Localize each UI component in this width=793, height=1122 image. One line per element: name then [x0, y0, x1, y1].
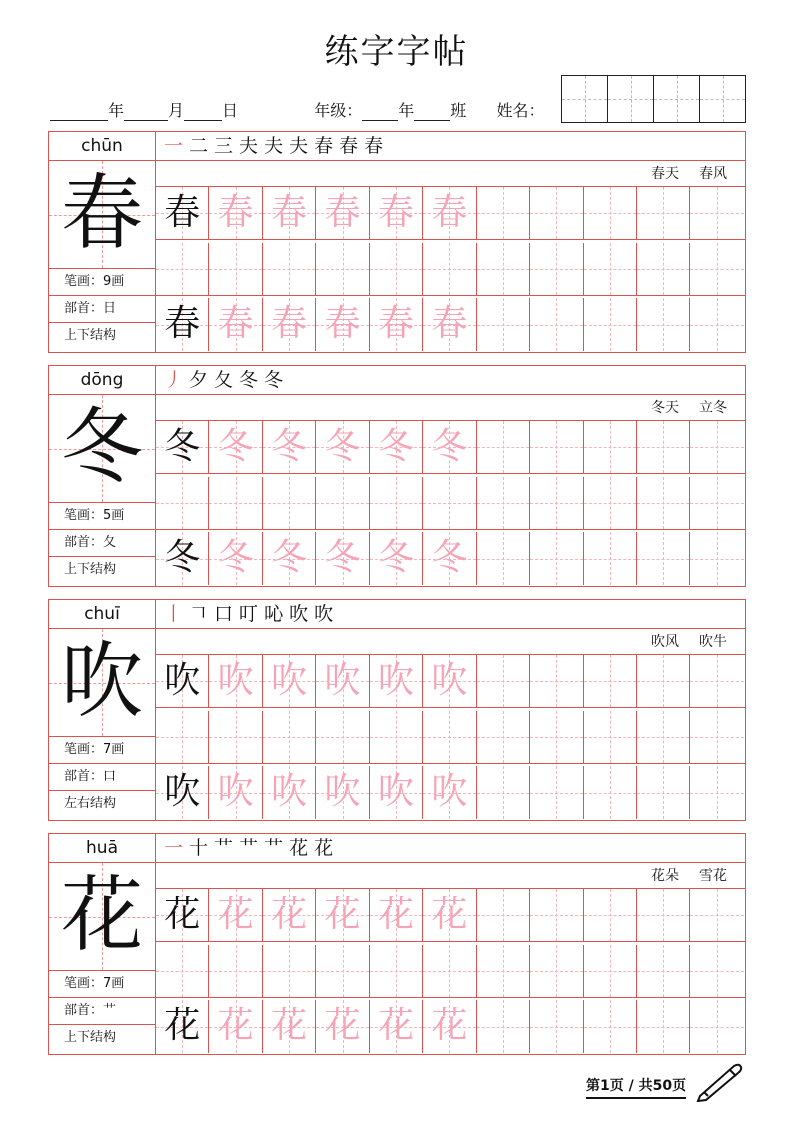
character-info [49, 132, 156, 352]
trace-glyph: 花 [377, 1005, 414, 1046]
trace-glyph: 花 [377, 894, 414, 935]
tianzi-cell[interactable] [530, 187, 583, 239]
trace-glyph: 花 [431, 894, 468, 935]
practice-grid [156, 187, 745, 352]
tianzi-cell[interactable] [370, 421, 423, 473]
trace-glyph: 冬 [271, 537, 308, 578]
practice-row [156, 766, 745, 819]
tianzi-cell[interactable] [690, 766, 743, 819]
stroke-step: 春 [314, 135, 334, 157]
stroke-step: 一 [164, 837, 184, 859]
class-label: 班 [450, 101, 467, 120]
tianzi-cell[interactable] [584, 532, 637, 585]
trace-glyph: 冬 [431, 537, 468, 578]
practice-glyph: 春 [164, 192, 201, 233]
tianzi-cell[interactable] [209, 1000, 262, 1053]
trace-glyph: 冬 [377, 537, 414, 578]
tianzi-cell[interactable] [209, 945, 262, 997]
tianzi-cell[interactable] [209, 298, 262, 351]
stroke-step: 春 [364, 135, 384, 157]
stroke-step: 丨 [164, 603, 184, 625]
model-character-glyph: 冬 [60, 400, 143, 495]
example-word: 冬天 [651, 400, 679, 416]
trace-glyph: 春 [431, 192, 468, 233]
example-word: 春天 [651, 166, 679, 182]
stroke-step: 一 [164, 135, 184, 157]
tianzi-cell[interactable] [316, 945, 369, 997]
trace-glyph: 冬 [377, 426, 414, 467]
tianzi-cell[interactable] [316, 655, 369, 707]
practice-glyph: 吹 [164, 771, 201, 812]
practice-row [156, 187, 745, 240]
character-info [49, 366, 156, 586]
stroke-count: 笔画：5画 [49, 503, 155, 530]
tianzi-cell[interactable] [370, 945, 423, 997]
trace-glyph: 冬 [431, 426, 468, 467]
tianzi-cell[interactable] [530, 766, 583, 819]
stroke-step: 夫 [289, 135, 309, 157]
trace-glyph: 冬 [217, 537, 254, 578]
tianzi-cell[interactable] [584, 243, 637, 295]
tianzi-cell[interactable] [209, 655, 262, 707]
tianzi-cell[interactable] [637, 477, 690, 529]
tianzi-cell[interactable] [690, 655, 743, 707]
page-counter: 第1页 / 共50页 [586, 1075, 686, 1099]
tianzi-cell[interactable] [584, 889, 637, 941]
practice-row [156, 477, 745, 530]
name-cell[interactable] [608, 76, 654, 122]
radical: 部首：夂 [49, 530, 155, 557]
trace-glyph: 春 [431, 303, 468, 344]
practice-row [156, 1000, 745, 1053]
tianzi-cell[interactable] [637, 187, 690, 239]
tianzi-cell[interactable] [530, 1000, 583, 1053]
tianzi-cell[interactable] [637, 889, 690, 941]
trace-glyph: 春 [377, 303, 414, 344]
trace-glyph: 冬 [324, 426, 361, 467]
tianzi-cell[interactable] [690, 421, 743, 473]
trace-glyph: 花 [217, 1005, 254, 1046]
tianzi-cell[interactable] [423, 298, 476, 351]
stroke-order [156, 600, 745, 629]
date-grade-line [50, 98, 544, 121]
example-words [156, 161, 745, 187]
tianzi-cell[interactable] [209, 532, 262, 585]
character-info [49, 600, 156, 820]
stroke-order [156, 366, 745, 395]
character-info [49, 834, 156, 1054]
tianzi-cell[interactable] [477, 889, 530, 941]
trace-glyph: 吹 [271, 771, 308, 812]
example-words [156, 629, 745, 655]
example-words [156, 863, 745, 889]
practice-glyph: 花 [164, 1005, 201, 1046]
tianzi-cell[interactable] [530, 298, 583, 351]
stroke-step: 二 [189, 135, 209, 157]
stroke-step: 艹 [239, 837, 259, 859]
tianzi-cell[interactable] [637, 532, 690, 585]
tianzi-cell[interactable] [690, 532, 743, 585]
tianzi-cell[interactable] [530, 477, 583, 529]
tianzi-cell[interactable] [316, 421, 369, 473]
tianzi-cell[interactable] [423, 889, 476, 941]
tianzi-cell[interactable] [423, 532, 476, 585]
tianzi-cell[interactable] [690, 298, 743, 351]
model-character-glyph: 花 [60, 868, 143, 963]
tianzi-cell[interactable] [530, 889, 583, 941]
year-label: 年 [108, 101, 125, 120]
year-blank[interactable] [50, 103, 108, 121]
tianzi-cell[interactable] [637, 711, 690, 763]
tianzi-cell[interactable] [316, 532, 369, 585]
character-block [48, 131, 746, 353]
pinyin: dōng [49, 366, 155, 395]
stroke-count: 笔画：7画 [49, 971, 155, 998]
stroke-step: 夕 [189, 369, 209, 391]
tianzi-cell[interactable] [477, 711, 530, 763]
stroke-step: 春 [339, 135, 359, 157]
model-character [49, 629, 155, 737]
tianzi-cell[interactable] [156, 655, 209, 707]
tianzi-cell[interactable] [209, 243, 262, 295]
tianzi-cell[interactable] [423, 766, 476, 819]
stroke-step: 吹 [314, 603, 334, 625]
stroke-step: 夂 [214, 369, 234, 391]
name-cell[interactable] [700, 76, 745, 122]
tianzi-cell[interactable] [263, 889, 316, 941]
trace-glyph: 冬 [217, 426, 254, 467]
tianzi-cell[interactable] [690, 945, 743, 997]
tianzi-cell[interactable] [477, 945, 530, 997]
tianzi-cell[interactable] [530, 532, 583, 585]
tianzi-cell[interactable] [370, 711, 423, 763]
trace-glyph: 吹 [431, 660, 468, 701]
stroke-step: 吣 [264, 603, 284, 625]
trace-glyph: 吹 [377, 771, 414, 812]
stroke-step: 吹 [289, 603, 309, 625]
tianzi-cell[interactable] [316, 477, 369, 529]
tianzi-cell[interactable] [263, 421, 316, 473]
tianzi-cell[interactable] [370, 1000, 423, 1053]
tianzi-cell[interactable] [263, 655, 316, 707]
trace-glyph: 春 [217, 303, 254, 344]
radical: 部首：日 [49, 296, 155, 323]
tianzi-cell[interactable] [477, 421, 530, 473]
radical: 部首：口 [49, 764, 155, 791]
page-title: 练字字帖 [324, 32, 469, 72]
tianzi-cell[interactable] [690, 889, 743, 941]
practice-grid [156, 655, 745, 820]
tianzi-cell[interactable] [584, 1000, 637, 1053]
model-character [49, 395, 155, 503]
tianzi-cell[interactable] [209, 766, 262, 819]
practice-glyph: 吹 [164, 660, 201, 701]
stroke-step: 艹 [264, 837, 284, 859]
practice-glyph: 冬 [164, 426, 201, 467]
practice-row [156, 421, 745, 474]
stroke-count: 笔画：9画 [49, 269, 155, 296]
radical: 部首：艹 [49, 998, 155, 1025]
tianzi-cell[interactable] [637, 945, 690, 997]
stroke-step: 花 [314, 837, 334, 859]
tianzi-cell[interactable] [690, 187, 743, 239]
practice-row [156, 243, 745, 296]
tianzi-cell[interactable] [584, 187, 637, 239]
class-blank[interactable] [414, 103, 450, 121]
model-character-glyph: 吹 [60, 634, 143, 729]
tianzi-cell[interactable] [584, 945, 637, 997]
tianzi-cell[interactable] [530, 655, 583, 707]
tianzi-cell[interactable] [423, 711, 476, 763]
tianzi-cell[interactable] [263, 187, 316, 239]
practice-row [156, 298, 745, 351]
tianzi-cell[interactable] [263, 477, 316, 529]
trace-glyph: 春 [324, 303, 361, 344]
tianzi-cell[interactable] [156, 187, 209, 239]
trace-glyph: 春 [377, 192, 414, 233]
character-block [48, 365, 746, 587]
tianzi-cell[interactable] [156, 477, 209, 529]
tianzi-cell[interactable] [530, 945, 583, 997]
example-word: 吹牛 [699, 634, 727, 650]
example-word: 春风 [699, 166, 727, 182]
tianzi-cell[interactable] [530, 421, 583, 473]
trace-glyph: 花 [324, 1005, 361, 1046]
tianzi-cell[interactable] [156, 1000, 209, 1053]
trace-glyph: 吹 [377, 660, 414, 701]
tianzi-cell[interactable] [370, 766, 423, 819]
pinyin: huā [49, 834, 155, 863]
tianzi-cell[interactable] [370, 477, 423, 529]
tianzi-cell[interactable] [690, 243, 743, 295]
trace-glyph: 冬 [324, 537, 361, 578]
tianzi-cell[interactable] [156, 711, 209, 763]
tianzi-cell[interactable] [637, 298, 690, 351]
name-box[interactable] [561, 75, 746, 123]
stroke-step: 夫 [239, 135, 259, 157]
tianzi-cell[interactable] [477, 298, 530, 351]
tianzi-cell[interactable] [530, 243, 583, 295]
tianzi-cell[interactable] [423, 477, 476, 529]
tianzi-cell[interactable] [263, 1000, 316, 1053]
tianzi-cell[interactable] [423, 1000, 476, 1053]
tianzi-cell[interactable] [370, 889, 423, 941]
day-blank[interactable] [184, 103, 222, 121]
trace-glyph: 花 [271, 1005, 308, 1046]
practice-row [156, 945, 745, 998]
tianzi-cell[interactable] [370, 532, 423, 585]
trace-glyph: 春 [217, 192, 254, 233]
tianzi-cell[interactable] [316, 711, 369, 763]
practice-row [156, 711, 745, 764]
tianzi-cell[interactable] [316, 889, 369, 941]
trace-glyph: 吹 [271, 660, 308, 701]
tianzi-cell[interactable] [263, 766, 316, 819]
tianzi-cell[interactable] [423, 945, 476, 997]
tianzi-cell[interactable] [477, 532, 530, 585]
tianzi-cell[interactable] [370, 655, 423, 707]
trace-glyph: 春 [271, 192, 308, 233]
tianzi-cell[interactable] [477, 766, 530, 819]
tianzi-cell[interactable] [209, 421, 262, 473]
tianzi-cell[interactable] [423, 421, 476, 473]
tianzi-cell[interactable] [156, 889, 209, 941]
structure: 上下结构 [64, 328, 117, 343]
month-blank[interactable] [124, 103, 168, 121]
tianzi-cell[interactable] [370, 243, 423, 295]
tianzi-cell[interactable] [637, 766, 690, 819]
practice-glyph: 春 [164, 303, 201, 344]
example-words [156, 395, 745, 421]
structure: 左右结构 [64, 796, 117, 811]
tianzi-cell[interactable] [156, 243, 209, 295]
example-word: 立冬 [699, 400, 727, 416]
character-block [48, 833, 746, 1055]
structure: 上下结构 [64, 562, 117, 577]
tianzi-cell[interactable] [156, 945, 209, 997]
tianzi-cell[interactable] [584, 711, 637, 763]
tianzi-cell[interactable] [690, 477, 743, 529]
month-label: 月 [168, 101, 185, 120]
tianzi-cell[interactable] [370, 187, 423, 239]
stroke-step: 十 [189, 837, 209, 859]
tianzi-cell[interactable] [584, 766, 637, 819]
tianzi-cell[interactable] [263, 243, 316, 295]
example-word: 花朵 [651, 868, 679, 884]
tianzi-cell[interactable] [477, 187, 530, 239]
stroke-step: 口 [214, 603, 234, 625]
tianzi-cell[interactable] [584, 421, 637, 473]
practice-row [156, 655, 745, 708]
trace-glyph: 吹 [217, 660, 254, 701]
tianzi-cell[interactable] [263, 945, 316, 997]
trace-glyph: 吹 [431, 771, 468, 812]
tianzi-cell[interactable] [370, 298, 423, 351]
tianzi-cell[interactable] [209, 711, 262, 763]
tianzi-cell[interactable] [263, 711, 316, 763]
stroke-step: 𠃍 [189, 603, 209, 625]
tianzi-cell[interactable] [263, 532, 316, 585]
grade-label: 年级： [314, 101, 363, 120]
practice-grid [156, 889, 745, 1054]
stroke-order [156, 834, 745, 863]
tianzi-cell[interactable] [423, 655, 476, 707]
tianzi-cell[interactable] [584, 655, 637, 707]
tianzi-cell[interactable] [477, 1000, 530, 1053]
tianzi-cell[interactable] [209, 477, 262, 529]
trace-glyph: 花 [271, 894, 308, 935]
tianzi-cell[interactable] [209, 889, 262, 941]
tianzi-cell[interactable] [477, 477, 530, 529]
tianzi-cell[interactable] [690, 1000, 743, 1053]
tianzi-cell[interactable] [584, 298, 637, 351]
tianzi-cell[interactable] [530, 711, 583, 763]
pinyin: chuī [49, 600, 155, 629]
tianzi-cell[interactable] [584, 477, 637, 529]
model-character-glyph: 春 [60, 166, 143, 261]
tianzi-cell[interactable] [690, 711, 743, 763]
name-cell[interactable] [654, 76, 700, 122]
stroke-step: 丿 [164, 369, 184, 391]
name-cell[interactable] [562, 76, 608, 122]
trace-glyph: 春 [324, 192, 361, 233]
example-word: 吹风 [651, 634, 679, 650]
stroke-count: 笔画：7画 [49, 737, 155, 764]
pen-icon [694, 1060, 744, 1102]
tianzi-cell[interactable] [477, 243, 530, 295]
tianzi-cell[interactable] [477, 655, 530, 707]
trace-glyph: 春 [271, 303, 308, 344]
grade-blank[interactable] [362, 103, 398, 121]
tianzi-cell[interactable] [637, 421, 690, 473]
trace-glyph: 吹 [217, 771, 254, 812]
character-block [48, 599, 746, 821]
tianzi-cell[interactable] [423, 187, 476, 239]
tianzi-cell[interactable] [637, 243, 690, 295]
tianzi-cell[interactable] [156, 766, 209, 819]
tianzi-cell[interactable] [316, 1000, 369, 1053]
grade-year-label: 年 [398, 101, 415, 120]
trace-glyph: 花 [217, 894, 254, 935]
trace-glyph: 花 [324, 894, 361, 935]
stroke-order [156, 132, 745, 161]
structure: 上下结构 [64, 1030, 117, 1045]
tianzi-cell[interactable] [316, 243, 369, 295]
practice-glyph: 花 [164, 894, 201, 935]
day-label: 日 [222, 101, 239, 120]
tianzi-cell[interactable] [423, 243, 476, 295]
tianzi-cell[interactable] [156, 298, 209, 351]
stroke-step: 叮 [239, 603, 259, 625]
practice-row [156, 532, 745, 585]
stroke-step: 花 [289, 837, 309, 859]
model-character [49, 863, 155, 971]
name-label: 姓名： [496, 101, 545, 120]
stroke-step: 三 [214, 135, 234, 157]
trace-glyph: 冬 [271, 426, 308, 467]
tianzi-cell[interactable] [316, 766, 369, 819]
tianzi-cell[interactable] [209, 187, 262, 239]
stroke-step: 夫 [264, 135, 284, 157]
tianzi-cell[interactable] [637, 655, 690, 707]
example-word: 雪花 [699, 868, 727, 884]
pinyin: chūn [49, 132, 155, 161]
practice-row [156, 889, 745, 942]
tianzi-cell[interactable] [316, 187, 369, 239]
stroke-step: 艹 [214, 837, 234, 859]
trace-glyph: 吹 [324, 660, 361, 701]
tianzi-cell[interactable] [263, 298, 316, 351]
stroke-step: 冬 [239, 369, 259, 391]
practice-glyph: 冬 [164, 537, 201, 578]
trace-glyph: 花 [431, 1005, 468, 1046]
trace-glyph: 吹 [324, 771, 361, 812]
tianzi-cell[interactable] [637, 1000, 690, 1053]
practice-grid [156, 421, 745, 586]
model-character [49, 161, 155, 269]
tianzi-cell[interactable] [156, 421, 209, 473]
tianzi-cell[interactable] [316, 298, 369, 351]
stroke-step: 冬 [264, 369, 284, 391]
tianzi-cell[interactable] [156, 532, 209, 585]
